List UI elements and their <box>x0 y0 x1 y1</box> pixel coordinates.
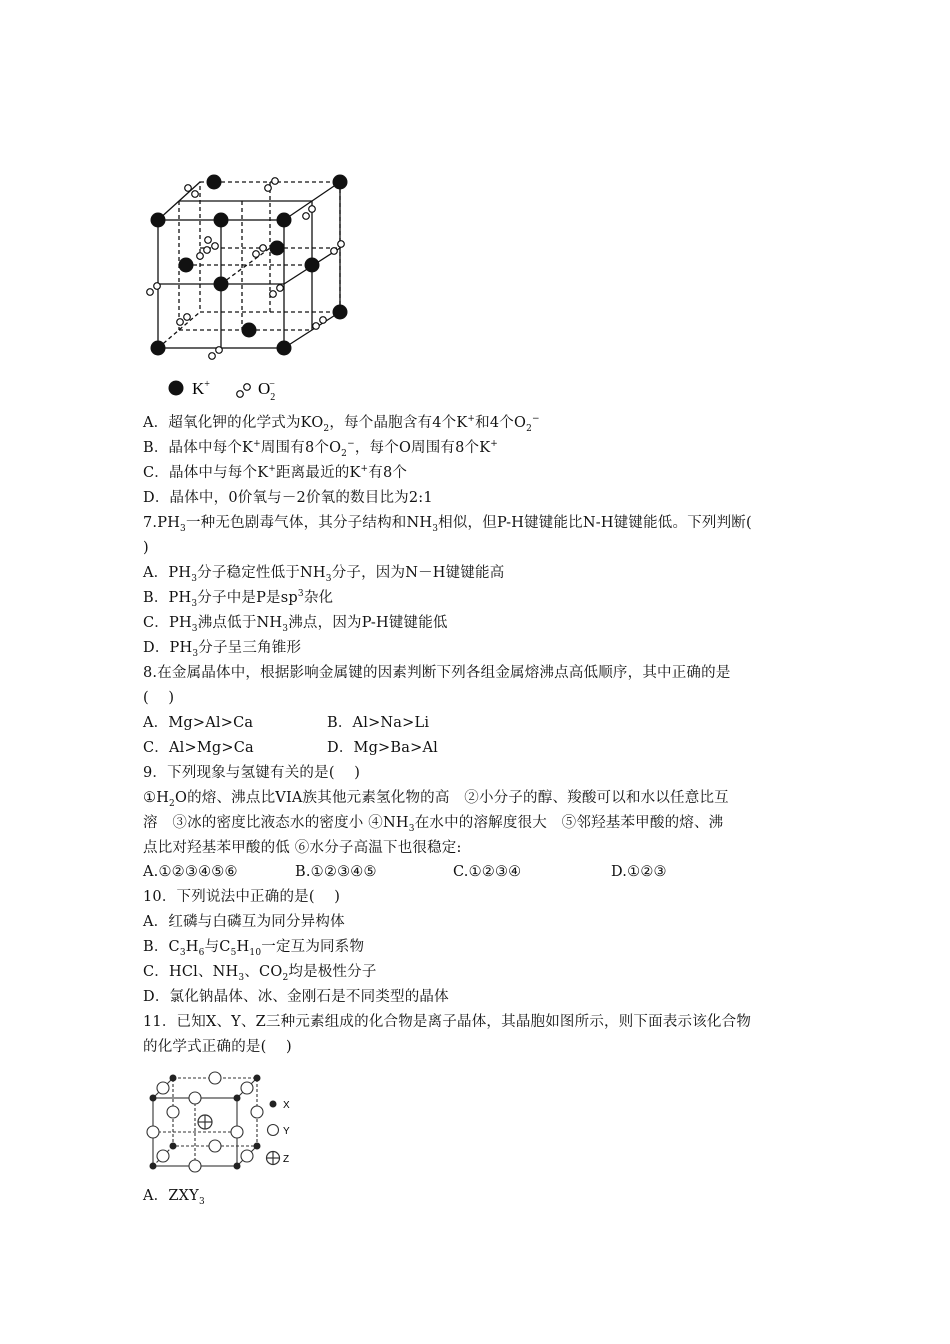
q9-option-a: A.①②③④⑤⑥ <box>143 864 238 880</box>
q6-option-b: B．晶体中每个K+周围有8个$O_2^-$，每个O周围有8个K+ <box>143 439 499 459</box>
q10-option-b: B．$C_3H_6$与$C_5H_{10}$一定互为同系物 <box>143 939 365 958</box>
q9-statement-3: 点比对羟基苯甲酸的低 ⑥水分子高温下也很稳定: <box>143 840 462 856</box>
q7-option-b: B．$PH_3$分子中是P是$sp^3$杂化 <box>143 589 334 609</box>
q9-stem: 9．下列现象与氢键有关的是( ) <box>143 765 361 781</box>
q9-statement-2: 溶 ③冰的密度比液态水的密度小 $④NH_3$在水中的溶解度很大 ⑤邻羟基苯甲酸的熔、沸 <box>143 815 724 834</box>
q7-option-d: D．$PH_3$分子呈三角锥形 <box>143 640 302 659</box>
q7-option-a: A．$PH_3$分子稳定性低于$NH_3$分子，因为N－H键键能高 <box>143 565 505 584</box>
q6-option-a: A．超氧化钾的化学式为$KO_2$，每个晶胞含有4个K+和4个$O_2^-$ <box>143 414 540 434</box>
ko2-crystal-figure <box>140 168 380 404</box>
q11-option-a: A．$ZXY_3$ <box>143 1188 205 1207</box>
q8-stem: 8.在金属晶体中，根据影响金属键的因素判断下列各组金属熔沸点高低顺序，其中正确的是 <box>143 665 731 681</box>
q11-stem-end: 的化学式正确的是( ) <box>143 1039 292 1055</box>
q8-option-b: B．Al>Na>Li <box>327 715 430 731</box>
q9-option-d: D.①②③ <box>611 864 667 880</box>
q6-option-c: C．晶体中与每个K+距离最近的K+有8个 <box>143 464 408 481</box>
q8-option-c: C．Al>Mg>Ca <box>143 740 254 756</box>
q9-option-b: B.①②③④⑤ <box>295 864 377 880</box>
q10-option-a: A．红磷与白磷互为同分异构体 <box>143 914 345 930</box>
q9-statement-1: $①H_2O$的熔、沸点比VIA族其他元素氢化物的高 ②小分子的醇、羧酸可以和水以任意比互 <box>143 790 729 809</box>
legend-o2: O <box>258 379 271 398</box>
q8-option-d: D．Mg>Ba>Al <box>327 740 438 756</box>
q10-stem: 10．下列说法中正确的是( ) <box>143 889 341 905</box>
svg-text:O2−: $O_2-$ <box>258 379 276 403</box>
xyz-crystal-figure <box>143 1068 303 1178</box>
q8-stem-end: ( ) <box>143 690 175 706</box>
q7-stem-end: ) <box>143 540 149 556</box>
q11-stem: 11．已知X、Y、Z三种元素组成的化合物是离子晶体，其晶胞如图所示，则下面表示该化合物 <box>143 1014 752 1030</box>
q6-option-d: D．晶体中，0价氧与－2价氧的数目比为2:1 <box>143 490 433 506</box>
q9-option-c: C.①②③④ <box>453 864 522 880</box>
q8-option-a: A．Mg>Al>Ca <box>143 715 254 731</box>
q7-stem: $7.PH_3$一种无色剧毒气体，其分子结构和$NH_3$相似，但P-H键键能比N-H键键能低。下列判断( <box>143 515 752 534</box>
q10-option-c: C．HCl、$NH_3$、$CO_2$均是极性分子 <box>143 964 377 983</box>
legend-k: K <box>192 379 205 398</box>
legend-z: Z <box>283 1154 290 1165</box>
legend-x: X <box>283 1100 290 1111</box>
svg-text:K+: K+ <box>192 379 210 398</box>
legend-y: Y <box>283 1126 290 1137</box>
q10-option-d: D．氯化钠晶体、冰、金刚石是不同类型的晶体 <box>143 989 449 1005</box>
q7-option-c: C．$PH_3$沸点低于$NH_3$沸点，因为P-H键键能低 <box>143 615 448 634</box>
